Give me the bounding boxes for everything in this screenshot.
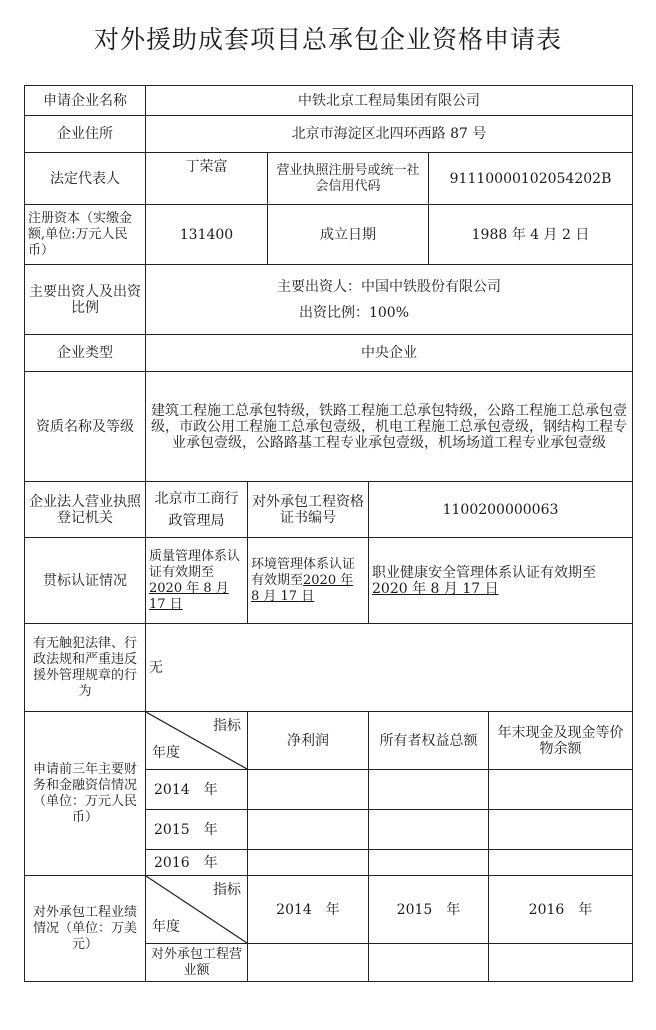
ohs-cert-prefix: 职业健康安全管理体系认证有效期至	[372, 564, 596, 581]
quality-cert-prefix: 质量管理体系认证有效期至	[149, 548, 241, 580]
finance-diagonal-header	[146, 712, 248, 770]
finance-cell[interactable]	[248, 810, 369, 850]
row-qualification	[25, 372, 633, 482]
iso-label: 贯标认证情况	[25, 538, 146, 624]
finance-year: 2014 年	[146, 770, 248, 810]
address-value: 北京市海淀区北四环西路 87 号	[146, 116, 633, 153]
investor-value	[146, 265, 633, 335]
finance-header-cash: 年末现金及现金等价物余额	[489, 712, 633, 770]
row-address	[25, 116, 633, 153]
contracting-diagonal-header	[146, 876, 248, 944]
contracting-diag-top: 指标	[213, 882, 241, 898]
address-label: 企业住所	[25, 116, 146, 153]
row-registry	[25, 482, 633, 538]
application-form-table	[24, 85, 633, 982]
quality-cert-date: 2020 年 8 月 17 日	[149, 580, 229, 612]
finance-diag-top: 指标	[213, 718, 241, 734]
capital-label: 注册资本（实缴金额,单位:万元人民币）	[25, 205, 146, 265]
row-type	[25, 335, 633, 372]
env-cert-date: 2020 年 8 月 17 日	[251, 572, 354, 604]
finance-cell[interactable]	[369, 810, 489, 850]
finance-header-equity: 所有者权益总额	[369, 712, 489, 770]
violations-value: 无	[146, 624, 633, 712]
row-violations	[25, 624, 633, 712]
founding-date-value: 1988 年 4 月 2 日	[429, 205, 633, 265]
contracting-year-header: 2015 年	[369, 876, 489, 944]
contracting-header-row	[25, 876, 633, 944]
contracting-year-header: 2016 年	[489, 876, 633, 944]
violations-label: 有无触犯法律、行政法规和严重违反援外管理规章的行为	[25, 624, 146, 712]
contracting-cell[interactable]	[248, 944, 369, 982]
cert-number-label: 对外承包工程资格证书编号	[248, 482, 369, 538]
company-name-value: 中铁北京工程局集团有限公司	[146, 86, 633, 116]
contracting-diag-bottom: 年度	[152, 919, 180, 935]
finance-diag-bottom: 年度	[152, 745, 180, 761]
env-cert	[248, 538, 369, 624]
reg-number-value: 91110000102054202B	[429, 153, 633, 205]
type-label: 企业类型	[25, 335, 146, 372]
type-value: 中央企业	[146, 335, 633, 372]
quality-cert	[146, 538, 248, 624]
contracting-year-header: 2014 年	[248, 876, 369, 944]
row-iso	[25, 538, 633, 624]
contracting-label: 对外承包工程业绩情况（单位：万美元）	[25, 876, 146, 982]
contracting-cell[interactable]	[369, 944, 489, 982]
finance-year: 2015 年	[146, 810, 248, 850]
contracting-row-label: 对外承包工程营业额	[146, 944, 248, 982]
finance-cell[interactable]	[489, 810, 633, 850]
env-cert-prefix: 环境管理体系认证有效期至	[251, 556, 356, 588]
investor-label: 主要出资人及出资比例	[25, 265, 146, 335]
contracting-cell[interactable]	[489, 944, 633, 982]
finance-cell[interactable]	[248, 850, 369, 876]
row-capital	[25, 205, 633, 265]
ohs-cert	[369, 538, 633, 624]
legal-rep-value: 丁荣富	[146, 153, 268, 205]
investor-name: 主要出资人：中国中铁股份有限公司	[277, 278, 501, 295]
ohs-cert-date: 2020 年 8 月 17 日	[372, 580, 499, 597]
finance-header-row	[25, 712, 633, 770]
finance-cell[interactable]	[489, 850, 633, 876]
finance-year: 2016 年	[146, 850, 248, 876]
row-investor	[25, 265, 633, 335]
founding-date-label: 成立日期	[268, 205, 429, 265]
row-company-name	[25, 86, 633, 116]
row-legal-rep	[25, 153, 633, 205]
cert-number-value: 1100200000063	[369, 482, 633, 538]
finance-cell[interactable]	[248, 770, 369, 810]
registry-label: 企业法人营业执照登记机关	[25, 482, 146, 538]
finance-cell[interactable]	[489, 770, 633, 810]
investor-ratio: 出资比例：100%	[298, 304, 410, 321]
legal-rep-label: 法定代表人	[25, 153, 146, 205]
form-title: 对外援助成套项目总承包企业资格申请表	[93, 25, 562, 54]
qualification-label: 资质名称及等级	[25, 372, 146, 482]
finance-cell[interactable]	[369, 770, 489, 810]
finance-cell[interactable]	[369, 850, 489, 876]
company-name-label: 申请企业名称	[25, 86, 146, 116]
finance-header-net-profit: 净利润	[248, 712, 369, 770]
qualification-value: 建筑工程施工总承包特级，铁路工程施工总承包特级，公路工程施工总承包壹级，市政公用工程施工总承包壹级，机电工程施工总承包壹级，钢结构工程专业承包壹级，公路路基工程专业承包壹级，机场场道工程专业承包壹级	[146, 372, 633, 482]
capital-value: 131400	[146, 205, 268, 265]
finance-label: 申请前三年主要财务和金融资信情况（单位：万元人民币）	[25, 712, 146, 876]
registry-value: 北京市工商行政管理局	[146, 482, 248, 538]
reg-number-label: 营业执照注册号或统一社会信用代码	[268, 153, 429, 205]
